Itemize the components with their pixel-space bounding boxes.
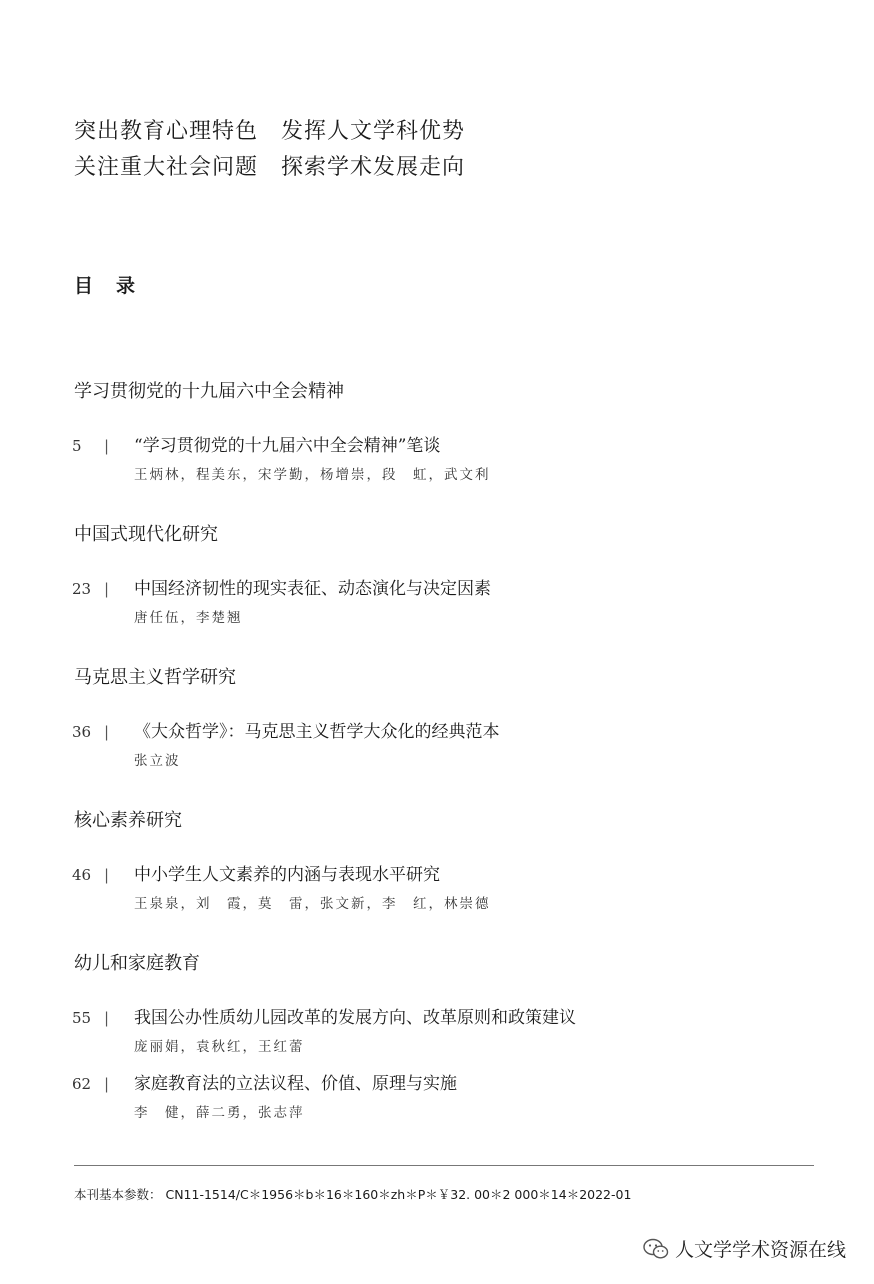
footer-divider — [74, 1165, 814, 1166]
separator: | — [104, 437, 110, 455]
article-title: 《大众哲学》：马克思主义哲学大众化的经典范本 — [134, 722, 500, 742]
account-watermark — [643, 1235, 846, 1262]
section-title: 核心素养研究 — [74, 810, 182, 831]
section-title: 幼儿和家庭教育 — [74, 953, 200, 974]
motto-line-1: 突出教育心理特色 发挥人文学科优势 — [74, 119, 466, 144]
motto-line-2: 关注重大社会问题 探索学术发展走向 — [74, 155, 466, 180]
toc-title: 目 录 — [74, 275, 138, 297]
separator: | — [104, 866, 110, 884]
toc-entry[interactable] — [72, 717, 772, 769]
page-number: 5 — [72, 437, 82, 455]
toc-entry[interactable] — [72, 1003, 772, 1055]
page-number: 55 — [72, 1009, 92, 1027]
journal-parameters: 本刊基本参数： CN11-1514/C＊1956＊b＊16＊160＊zh＊P＊￥32. 00＊2 000＊14＊2022-01 — [74, 1187, 632, 1202]
article-title: “学习贯彻党的十九届六中全会精神”笔谈 — [134, 436, 441, 456]
wechat-icon — [643, 1238, 669, 1260]
toc-entry[interactable] — [72, 1069, 772, 1121]
article-title: 中小学生人文素养的内涵与表现水平研究 — [134, 865, 440, 885]
separator: | — [104, 580, 110, 598]
article-authors: 王炳林，程美东，宋学勤，杨增崇，段 虹，武文利 — [134, 467, 491, 483]
section-title: 学习贯彻党的十九届六中全会精神 — [74, 381, 344, 402]
toc-entry[interactable] — [72, 431, 772, 483]
page-number: 36 — [72, 723, 92, 741]
separator: | — [104, 723, 110, 741]
article-title: 我国公办性质幼儿园改革的发展方向、改革原则和政策建议 — [134, 1008, 576, 1028]
article-authors: 张立波 — [134, 753, 181, 769]
article-authors: 唐任伍，李楚翘 — [134, 610, 243, 626]
separator: | — [104, 1075, 110, 1093]
article-authors: 王泉泉，刘 霞，莫 雷，张文新，李 红，林崇德 — [134, 896, 491, 912]
article-authors: 李 健，薛二勇，张志萍 — [134, 1105, 305, 1121]
toc-entry[interactable] — [72, 574, 772, 626]
article-title: 中国经济韧性的现实表征、动态演化与决定因素 — [134, 579, 491, 599]
article-title: 家庭教育法的立法议程、价值、原理与实施 — [134, 1074, 457, 1094]
section-title: 中国式现代化研究 — [74, 524, 218, 545]
article-authors: 庞丽娟，袁秋红，王红蕾 — [134, 1039, 305, 1055]
section-title: 马克思主义哲学研究 — [74, 667, 236, 688]
page-number: 46 — [72, 866, 92, 884]
page-number: 23 — [72, 580, 92, 598]
watermark-text: 人文学学术资源在线 — [674, 1239, 846, 1261]
toc-entry[interactable] — [72, 860, 772, 912]
page-number: 62 — [72, 1075, 92, 1093]
separator: | — [104, 1009, 110, 1027]
